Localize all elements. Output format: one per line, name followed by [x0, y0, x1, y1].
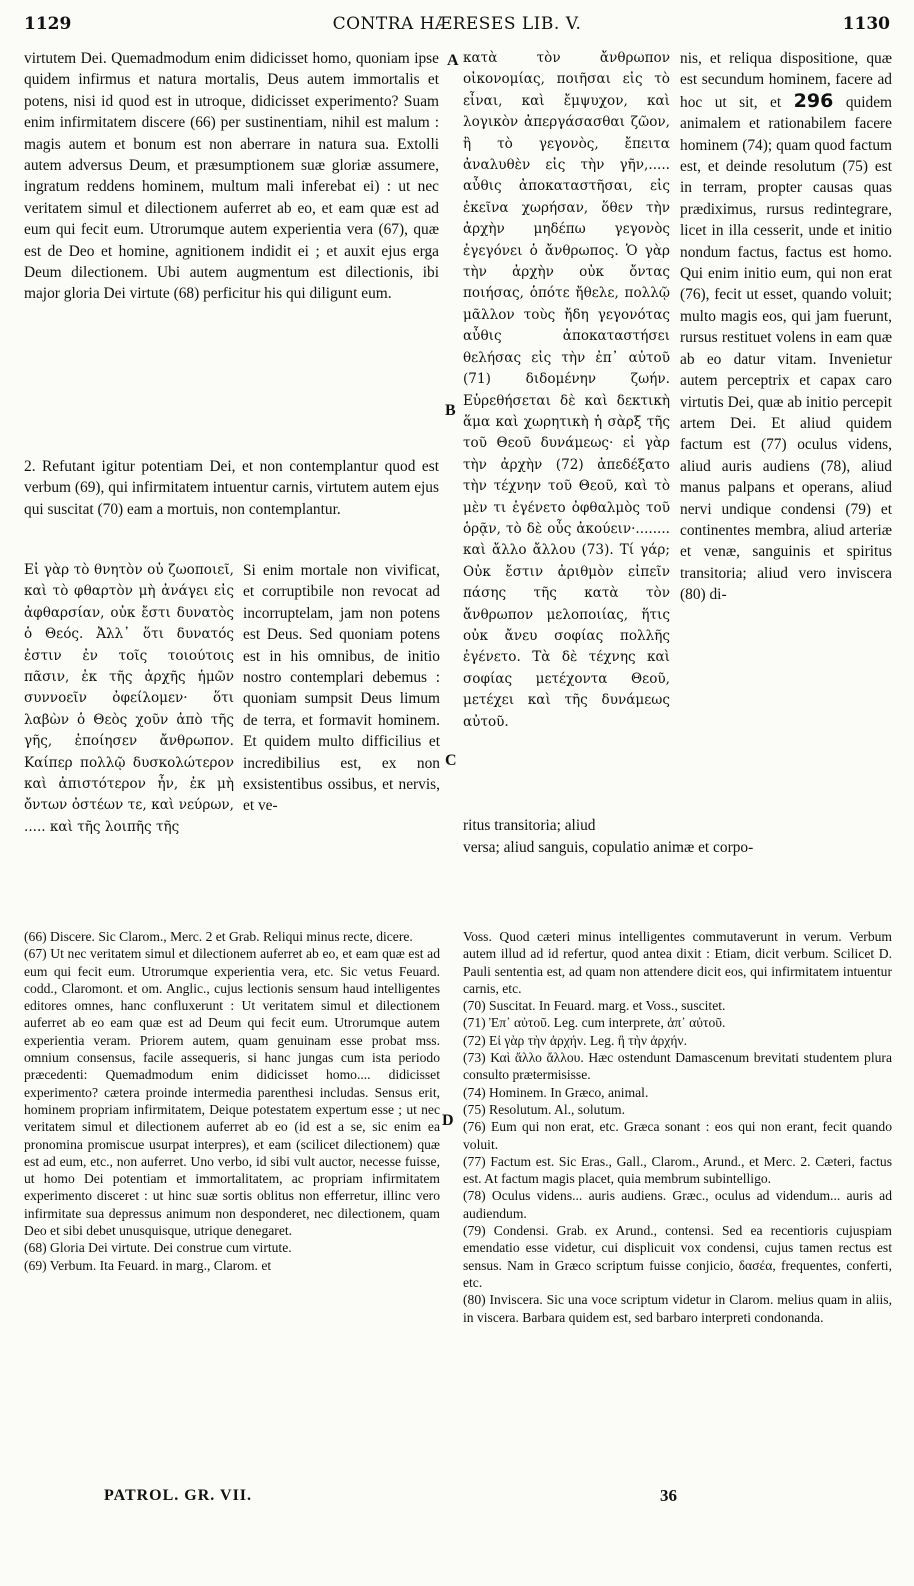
running-header [24, 14, 890, 40]
right-page-number: 1130 [842, 14, 890, 34]
footnote: (80) Inviscera. Sic una voce scriptum videtur in Clarom. melius quam in aliis, in viscera. Barbara quidem est, sed barbaro interpreti condonanda. [463, 1292, 892, 1325]
paragraph: 2. Refutant igitur potentiam Dei, et non contemplantur quod est verbum (69), qui infirmitatem intuentur carnis, virtutem autem ejus qui suscitat (70) eam a mortuis, non contemplantur. [24, 458, 439, 518]
footnotes-right [463, 928, 892, 1326]
right-latin-column [680, 48, 892, 606]
margin-mark-d: D [442, 1112, 454, 1129]
footnote: Voss. Quod cæteri minus intelligentes commutaverunt in verum. Verbum autem illud ad id refertur, quod antea dixit : Etiam, dicit verbum. Scilicet D. Pauli sententia est, ad quam non attendere dicit eos, qui infirmitatem intuentur carnis, etc. [463, 929, 892, 996]
greek-text: Εἰ γὰρ τὸ θνητὸν οὐ ζωοποιεῖ, καὶ τὸ φθαρτὸν μὴ ἀνάγει εἰς ἀφθαρσίαν, οὐκ ἔστι δυνατὸς ὁ Θεός. Ἀλλ᾽ ὅτι δυνατός ἐστιν ἐν τοῖς τοιούτοις πᾶσιν, ἐκ τῆς ἀρχῆς ἡμῶν συννοεῖν ὀφείλομεν· ὅτι λαβὼν ὁ Θεὸς χοῦν ἀπὸ τῆς γῆς, ἐποίησεν ἄνθρωπον. Καίπερ πολλῷ δυσκολώτερον καὶ ἀπιστότερον ἦν, ἐκ μὴ ὄντων ὀστέων τε, καὶ νεύρων, ..... καὶ τῆς λοιπῆς τῆς [24, 562, 234, 835]
footnote: (76) Eum qui non erat, etc. Græca sonant : eos qui non erant, fecit quando voluit. [463, 1119, 892, 1152]
left-column-latin-upper [24, 48, 439, 305]
greek-sub-column [24, 560, 234, 838]
footnotes-left [24, 928, 440, 1274]
middle-latin-continuation [463, 815, 670, 836]
latin-text-part-b: quidem animalem et rationabilem facere hominem (74); quam quod factum est, et deinde resolutum (75) est in terram, propter causas quas prædiximus, rursus redintegrare, licet in illa cesserit, unde et initio nondum factus, factus est homo. Qui enim initio eum, qui non erat (76), fecit ut esset, quando voluit; multo magis eos, qui jam fuerunt, rursus restituet volens in eam quæ ab eo datur vitam. Invenietur autem perceptrix et capax caro virtutis Dei, quæ ab initio percepit artem Dei. Et aliud quidem factum est (77) oculus videns, aliud auris audiens (78), aliud manus palpans et operans, aliud nervi undique condensi (79) et continentes membra, aliud arteriæ et venæ, sanguinis et spiritus transitoria; aliud vero inviscera (80) di- [680, 93, 892, 604]
footnote: (66) Discere. Sic Clarom., Merc. 2 et Grab. Reliqui minus recte, dicere. [24, 929, 413, 944]
latin-text [680, 48, 892, 606]
footnote: (73) Καὶ ἄλλο ἄλλου. Hæc ostendunt Damascenum brevitati studentem plura consulto prætermisisse. [463, 1050, 892, 1083]
footnote: (70) Suscitat. In Feuard. marg. et Voss., suscitet. [463, 998, 726, 1014]
footnote: (72) Εἰ γὰρ τὴν ἀρχήν. Leg. ἢ τὴν ἀρχήν. [463, 1032, 687, 1048]
latin-text: ritus transitoria; aliud [463, 817, 596, 834]
footnote: (79) Condensi. Grab. ex Arund., contensi. Sed ea recentioris cujuspiam emendatio esse videtur, cui displicuit vox condensi, cujus tamen rectus est sensus. Nam in Græco scriptum fuisse conjicio, δασέα, frequentes, conferti, etc. [463, 1223, 892, 1290]
margin-mark-a: A [447, 52, 459, 69]
greek-text: κατὰ τὸν ἄνθρωπον οἰκονομίας, ποιῆσαι εἰς τὸ εἶναι, καὶ ἔμψυχον, καὶ λογικὸν ἀπεργάσασθαι ζῶον, ἢ τὸ γεγονὸς, ἔπειτα ἀναλυθὲν εἰς τὴν γῆν,..... αὖθις ἀποκαταστῆσαι, εἰς ἐκεῖνα χωρήσαν, ὅθεν τὴν ἀρχὴν μηδέπω γεγονὸς ἐγεγόνει ὁ ἄνθρωπος. Ὁ γὰρ τὴν ἀρχὴν οὐκ ὄντας ποιήσας, ὁπότε ἤθελε, πολλῷ μᾶλλον τοὺς ἤδη γεγονότας αὖθις ἀποκαταστήσει θελήσας εἰς τὴν ἐπ᾽ αὐτοῦ (71) διδομένην ζωήν. Εὑρεθήσεται δὲ καὶ δεκτικὴ ἅμα καὶ χωρητικὴ ἡ σὰρξ τῆς τοῦ Θεοῦ δυνάμεως· εἰ γὰρ τὴν ἀρχὴν (72) ἀπεδέξατο τὴν τέχνην τοῦ Θεοῦ, καὶ τὸ μὲν τι ἐγένετο ὀφθαλμὸς τοῦ ὁρᾷν, τὸ δὲ οὖς ἀκούειν·........ καὶ ἄλλο ἄλλου (73). Τί γάρ; Οὐκ ἔστιν ἀριθμὸν εἰπεῖν πάσης τῆς κατὰ τὸν ἄνθρωπον μελοποιίας, ἥτις οὐκ ἄνευ σοφίας πολλῆς ἐγένετο. Τὰ δὲ τέχνης καὶ σοφίας μετέχοντα Θεοῦ, μετέχει καὶ τῆς δυνάμεως αὐτοῦ. [463, 50, 670, 730]
footnote: (74) Hominem. In Græco, animal. [463, 1084, 649, 1100]
latin-sub-column [243, 560, 440, 817]
left-column-latin-paragraph-2 [24, 456, 439, 520]
margin-mark-c: C [445, 752, 457, 769]
footnote: (69) Verbum. Ita Feuard. in marg., Clarom. et [24, 1257, 272, 1273]
footer-signature: 36 [660, 1486, 677, 1505]
footnote: (71) Ἐπ᾽ αὐτοῦ. Leg. cum interprete, ἀπ᾽ αὐτοῦ. [463, 1015, 726, 1031]
left-page-number: 1129 [24, 14, 72, 34]
footer-series: PATROL. GR. VII. [104, 1487, 253, 1504]
latin-text: versa; aliud sanguis, copulatio animæ et corpo- [463, 839, 754, 856]
margin-mark-b: B [445, 402, 456, 419]
middle-greek-column [463, 48, 670, 733]
running-title: CONTRA HÆRESES LIB. V. [332, 14, 582, 34]
footnote: (68) Gloria Dei virtute. Dei construe cum virtute. [24, 1240, 292, 1256]
footnote: (75) Resolutum. Al., solutum. [463, 1101, 625, 1117]
footnote: (78) Oculus videns... auris audiens. Græc., oculus ad videndum... auris ad audiendum. [463, 1188, 892, 1221]
column-number: 296 [793, 89, 834, 112]
right-latin-final-line [463, 837, 892, 858]
footnote: (67) Ut nec veritatem simul et dilectionem auferret ab eo, et eam quæ est ad eum qui fecit eum. Utrorumque experientia vera, etc. Sic vetus Feuard. codd., Claromont. et om. Anglic., cujus lectionis sensum haud intelligentes editores omnes, hanc confluxerunt : Ut veritatem simul et dilectionem auferret ab eo eam quæ est ad Deum qui fecit eum. Utrorumque autem experientia veram. Priorem autem, quam genuinam esse probat mss. omnium consensus, facile assequeris, si hanc jungas cum ista periodo præcedenti: Quemadmodum enim didicisset homo.... didicisset experimento? cætera proinde intermedia parenthesi includas. Sensus erit, hominem propriam infirmitatem, Deique potestatem expertum esse ; ut nec veritatem simul et dilectionem auferret ab eo (id est a se, sic enim ea pronomina promiscue usurpat interpres), et eam (scilicet dilectionem) quæ est ad eum, etc., non auferret. Uno verbo, id sibi vult auctor, necesse fuisse, ut homo Dei potentiam et immortalitatem, ac propriam infirmitatem experimento disceret : ut hinc suæ sortis oblitus non efferretur, illinc vero infirmitate sua depressus animum non desponderet, nec dilectionem, quam Deo et sibi debet unusquisque, utrique denegaret. [24, 946, 440, 1239]
paragraph: virtutem Dei. Quemadmodum enim didicisset homo, quoniam ipse quidem infirmus et natura mortalis, Deus autem immortalis et potens, nisi id quod est in utroque, didicisset experimento? Suam enim infirmitatem discere (66) per sustinentiam, nihil est malum : magis autem et bonum est non aberrare in natura sua. Extolli autem adversus Deum, et præsumptionem suæ gloriæ assumere, ingratum reddens hominem, multum mali inferebat ei) : ut nec veritatem simul et dilectionem auferret ab eo, et eam quæ est ad eum qui fecit eum. Utrorumque autem experientia vera (67), quæ est de Deo et homine, agnitionem indidit ei ; et auxit ejus erga Deum dilectionem. Ubi autem augmentum est dilectionis, ibi major gloria Dei virtute (68) perficitur his qui diligunt eum. [24, 50, 439, 303]
footnote: (77) Factum est. Sic Eras., Gall., Clarom., Arund., et Merc. 2. Cæteri, factus est. At factum magis placet, quia membrum subintelligo. [463, 1153, 892, 1187]
latin-text-part-a: nis, et reliqua dispositione, quæ est secundum hominem, facere ad hoc ut sit, et [680, 50, 892, 111]
latin-text: Si enim mortale non vivificat, et corruptibile non revocat ad incorruptelam, jam non potens est Deus. Sed quoniam potens est in his omnibus, de initio nostro contemplari debemus : quoniam sumpsit Deus limum de terra, et formavit hominem. Et quidem multo difficilius et incredibilius est, ex non exsistentibus ossibus, et nervis, et ve- [243, 562, 440, 815]
